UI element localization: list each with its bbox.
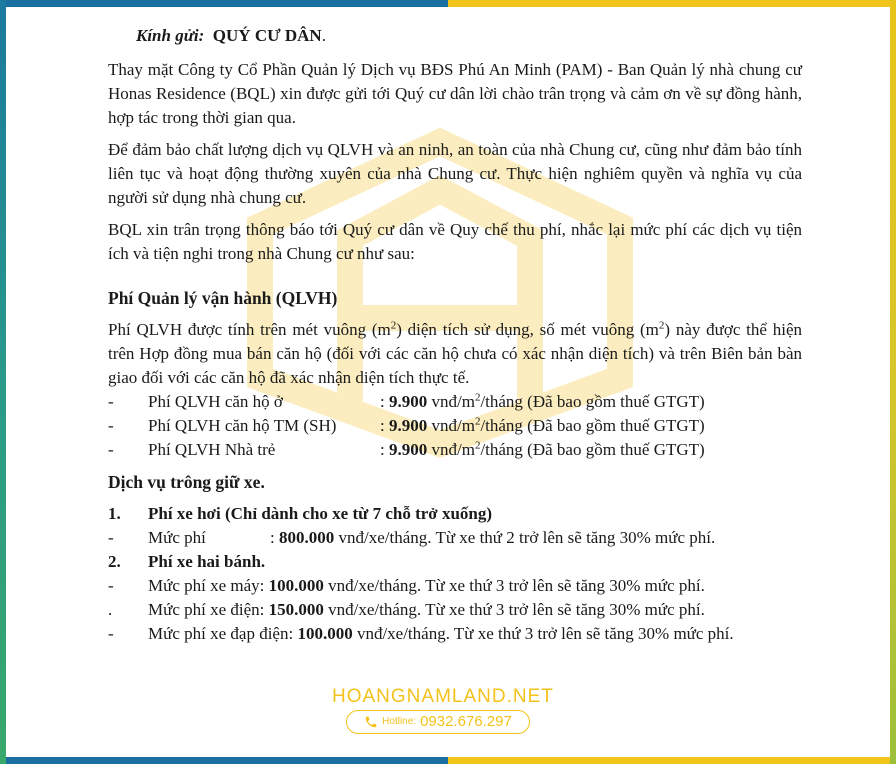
bullet-dash: - <box>108 392 114 411</box>
bike-fee-price: 150.000 <box>268 600 324 619</box>
qlvh-desc-part-c: ) này được thể hiện trên Hợp đồng mua bán căn hộ (đối với các căn hộ chưa có xác nhận diện tích) và trên Biên bản bàn giao đối với các căn hộ đã xác nhận diện tích thực tế. <box>108 320 802 387</box>
greeting-suffix: . <box>321 26 326 45</box>
car-title: Phí xe hơi (Chỉ dành cho xe từ 7 chỗ trở xuống) <box>148 504 493 523</box>
fee-value <box>380 390 705 414</box>
bike-fee-title <box>108 550 802 574</box>
frame-top-right <box>448 0 896 7</box>
fee-value <box>380 414 705 438</box>
fee-unit-b: /tháng (Đã bao gồm thuế GTGT) <box>480 416 705 435</box>
bike-title: Phí xe hai bánh. <box>148 552 266 571</box>
qlvh-desc-part-b: ) diện tích sử dụng, số mét vuông (m <box>396 320 659 339</box>
phone-icon <box>364 715 378 729</box>
fee-value <box>380 438 705 462</box>
car-fee-title <box>108 502 802 526</box>
fee-unit-a: vnđ/m <box>431 416 475 435</box>
car-fee-label: Mức phí <box>148 528 206 547</box>
frame-top-left <box>0 0 448 7</box>
frame-bottom-left <box>0 757 448 764</box>
list-item <box>108 622 802 646</box>
greeting <box>136 24 802 50</box>
bike-fee-label: Mức phí xe máy: <box>148 576 265 595</box>
fee-unit-b: /tháng (Đã bao gồm thuế GTGT) <box>480 392 705 411</box>
bullet-dash: - <box>108 528 114 547</box>
frame-bottom-right <box>448 757 896 764</box>
bike-fee-price: 100.000 <box>268 576 324 595</box>
fee-row <box>108 390 802 414</box>
fee-sup: 2 <box>474 391 481 404</box>
intro-paragraph-2: Để đảm bảo chất lượng dịch vụ QLVH và an ninh, an toàn của nhà Chung cư, cũng như đảm bảo tính liên tục và hoạt động thường xuyên của nhà Chung cư. Thực hiện nghiêm quyền và nghĩa vụ của người sử dụng nhà chung cư. <box>108 140 802 207</box>
bike-number: 2. <box>108 552 121 571</box>
bike-fee-label: Mức phí xe đạp điện: <box>148 624 294 643</box>
car-fee-price: 800.000 <box>278 528 335 547</box>
car-fee-text: vnđ/xe/tháng. Từ xe thứ 2 trở lên sẽ tăng 30% mức phí. <box>338 528 716 547</box>
fee-label: Phí QLVH căn hộ ở <box>148 392 283 411</box>
fee-sup: 2 <box>474 415 481 428</box>
fee-row <box>108 438 802 462</box>
bike-fee-text: vnđ/xe/tháng. Từ xe thứ 3 trở lên sẽ tăng 30% mức phí. <box>328 600 705 619</box>
list-item <box>108 526 802 550</box>
bullet-dash: . <box>108 600 113 619</box>
bike-fee-text: vnđ/xe/tháng. Từ xe thứ 3 trở lên sẽ tăng 30% mức phí. <box>328 576 705 595</box>
fee-colon: : <box>380 440 385 459</box>
frame-left <box>0 0 6 764</box>
list-item <box>108 574 802 598</box>
bike-fee-price: 100.000 <box>297 624 353 643</box>
greeting-recipient: QUÝ CƯ DÂN <box>212 26 322 45</box>
fee-colon: : <box>380 392 385 411</box>
fee-sup: 2 <box>474 439 481 452</box>
qlvh-heading: Phí Quản lý vận hành (QLVH) <box>108 288 338 308</box>
fee-row <box>108 414 802 438</box>
fee-label: Phí QLVH Nhà trẻ <box>148 440 276 459</box>
fee-unit-a: vnđ/m <box>431 392 475 411</box>
fee-price: 9.900 <box>388 392 428 411</box>
bullet-dash: - <box>108 440 114 459</box>
bullet-dash: - <box>108 576 114 595</box>
intro-paragraph-1: Thay mặt Công ty Cổ Phần Quản lý Dịch vụ BĐS Phú An Minh (PAM) - Ban Quản lý nhà chung cư Honas Residence (BQL) xin được gửi tới Quý cư dân lời chào trân trọng và cảm ơn về sự đồng hành, hợp tác trong thời gian qua. <box>108 60 802 127</box>
qlvh-sup-1: 2 <box>390 319 397 332</box>
fee-unit-b: /tháng (Đã bao gồm thuế GTGT) <box>480 440 705 459</box>
list-item <box>108 598 802 622</box>
qlvh-desc-part-a: Phí QLVH được tính trên mét vuông (m <box>108 320 391 339</box>
car-fee-colon: : <box>270 528 275 547</box>
hotline-label: Hotline: <box>382 716 417 727</box>
hotline-badge <box>346 710 530 734</box>
document-body <box>108 24 802 646</box>
fee-unit-a: vnđ/m <box>431 440 475 459</box>
fee-colon: : <box>380 416 385 435</box>
greeting-prefix: Kính gửi: <box>136 26 205 45</box>
fee-price: 9.900 <box>388 440 428 459</box>
car-number: 1. <box>108 504 121 523</box>
qlvh-description <box>108 318 802 390</box>
intro-paragraph-3: BQL xin trân trọng thông báo tới Quý cư dân về Quy chế thu phí, nhắc lại mức phí các dịch vụ tiện ích và tiện nghi trong nhà Chung cư như sau: <box>108 220 802 263</box>
fee-label: Phí QLVH căn hộ TM (SH) <box>148 416 337 435</box>
parking-heading: Dịch vụ trông giữ xe. <box>108 472 265 492</box>
bullet-dash: - <box>108 416 114 435</box>
brand-watermark: HOANGNAMLAND.NET <box>332 686 554 707</box>
bike-fee-text: vnđ/xe/tháng. Từ xe thứ 3 trở lên sẽ tăng 30% mức phí. <box>356 624 734 643</box>
bike-fee-label: Mức phí xe điện: <box>148 600 265 619</box>
qlvh-sup-2: 2 <box>658 319 665 332</box>
frame-right <box>890 0 896 764</box>
fee-price: 9.900 <box>388 416 428 435</box>
hotline-number: 0932.676.297 <box>420 713 512 730</box>
bullet-dash: - <box>108 624 114 643</box>
